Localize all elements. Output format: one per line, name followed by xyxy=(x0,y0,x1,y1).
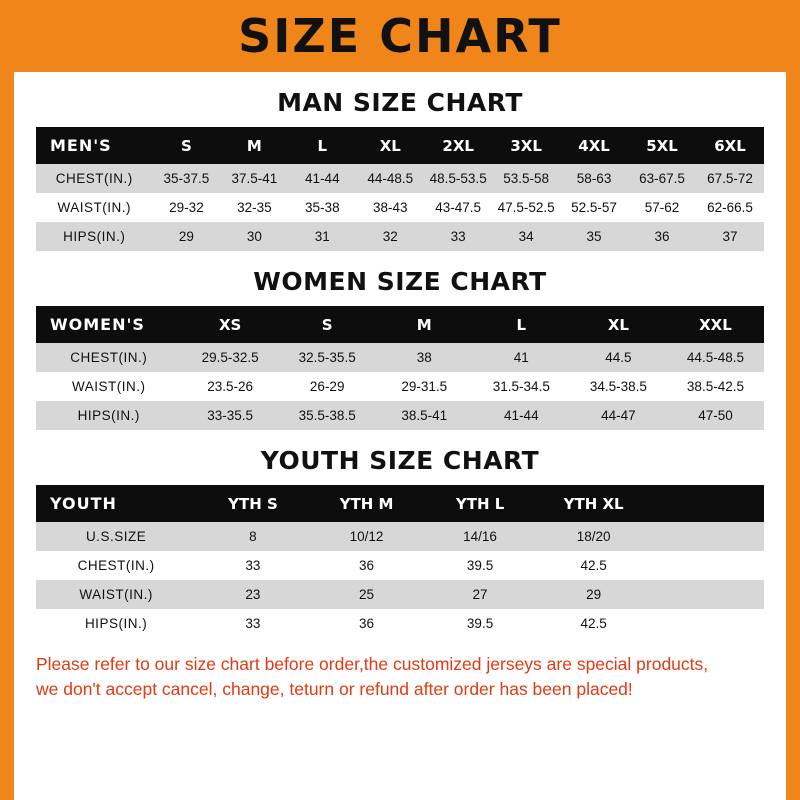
table-cell: 35-38 xyxy=(288,193,356,222)
table-row xyxy=(36,551,764,580)
column-header: YTH S xyxy=(196,485,310,522)
table-cell: 18/20 xyxy=(537,522,651,551)
table-cell: 44.5 xyxy=(570,343,667,372)
table-cell: 29 xyxy=(537,580,651,609)
column-header: YTH XL xyxy=(537,485,651,522)
column-header: 3XL xyxy=(492,127,560,164)
table-cell: 31.5-34.5 xyxy=(473,372,570,401)
column-header: S xyxy=(279,306,376,343)
table-cell: 58-63 xyxy=(560,164,628,193)
row-label: U.S.SIZE xyxy=(36,522,196,551)
table-cell: 44.5-48.5 xyxy=(667,343,764,372)
table-cell: 41 xyxy=(473,343,570,372)
column-header: 4XL xyxy=(560,127,628,164)
column-header: M xyxy=(376,306,473,343)
table-cell: 53.5-58 xyxy=(492,164,560,193)
column-header: YOUTH xyxy=(36,485,196,522)
table-cell: 57-62 xyxy=(628,193,696,222)
table-cell: 41-44 xyxy=(288,164,356,193)
table-row xyxy=(36,193,764,222)
table-cell: 44-48.5 xyxy=(356,164,424,193)
table-cell: 47.5-52.5 xyxy=(492,193,560,222)
man-section-title: MAN SIZE CHART xyxy=(277,88,523,117)
column-header: XXL xyxy=(667,306,764,343)
row-label: CHEST(IN.) xyxy=(36,551,196,580)
table-row xyxy=(36,372,764,401)
column-header: 6XL xyxy=(696,127,764,164)
column-header: 5XL xyxy=(628,127,696,164)
table-row xyxy=(36,222,764,251)
table-cell: 35 xyxy=(560,222,628,251)
banner xyxy=(0,0,800,72)
table-cell: 36 xyxy=(628,222,696,251)
table-cell: 39.5 xyxy=(423,609,537,638)
table-cell: 37 xyxy=(696,222,764,251)
column-header: WOMEN'S xyxy=(36,306,182,343)
table-cell: 38.5-42.5 xyxy=(667,372,764,401)
youth-size-chart-table xyxy=(36,485,764,638)
women-size-chart-table xyxy=(36,306,764,430)
table-cell: 42.5 xyxy=(537,551,651,580)
column-header: L xyxy=(473,306,570,343)
table-cell: 32-35 xyxy=(220,193,288,222)
table-cell: 34 xyxy=(492,222,560,251)
table-cell xyxy=(650,551,764,580)
table-header-row xyxy=(36,485,764,522)
table-cell: 34.5-38.5 xyxy=(570,372,667,401)
column-header: YTH M xyxy=(310,485,424,522)
column-header: 2XL xyxy=(424,127,492,164)
youth-section-title: YOUTH SIZE CHART xyxy=(260,446,540,475)
row-label: CHEST(IN.) xyxy=(36,343,182,372)
column-header: L xyxy=(288,127,356,164)
table-row xyxy=(36,522,764,551)
table-cell xyxy=(650,609,764,638)
table-cell: 62-66.5 xyxy=(696,193,764,222)
table-cell: 33 xyxy=(424,222,492,251)
table-cell: 26-29 xyxy=(279,372,376,401)
man-size-chart-table xyxy=(36,127,764,251)
column-header: XL xyxy=(356,127,424,164)
column-header: MEN'S xyxy=(36,127,152,164)
table-cell: 38-43 xyxy=(356,193,424,222)
table-cell: 33 xyxy=(196,609,310,638)
table-cell: 29.5-32.5 xyxy=(182,343,279,372)
table-cell: 29 xyxy=(152,222,220,251)
table-cell: 36 xyxy=(310,551,424,580)
table-cell: 35-37.5 xyxy=(152,164,220,193)
table-cell: 47-50 xyxy=(667,401,764,430)
page-title: SIZE CHART xyxy=(238,9,562,63)
row-label: HIPS(IN.) xyxy=(36,401,182,430)
table-cell: 10/12 xyxy=(310,522,424,551)
table-cell: 27 xyxy=(423,580,537,609)
table-cell: 14/16 xyxy=(423,522,537,551)
table-cell: 37.5-41 xyxy=(220,164,288,193)
notice-line-1: Please refer to our size chart before order,the customized jerseys are special products, xyxy=(36,654,709,674)
column-header: XS xyxy=(182,306,279,343)
table-cell: 42.5 xyxy=(537,609,651,638)
row-label: WAIST(IN.) xyxy=(36,580,196,609)
table-header-row xyxy=(36,306,764,343)
column-header: M xyxy=(220,127,288,164)
table-cell: 33-35.5 xyxy=(182,401,279,430)
row-label: HIPS(IN.) xyxy=(36,222,152,251)
table-cell: 32 xyxy=(356,222,424,251)
table-cell: 38.5-41 xyxy=(376,401,473,430)
notice xyxy=(36,652,764,703)
table-row xyxy=(36,580,764,609)
table-cell: 23 xyxy=(196,580,310,609)
column-header: XL xyxy=(570,306,667,343)
table-cell: 63-67.5 xyxy=(628,164,696,193)
table-header-row xyxy=(36,127,764,164)
table-row xyxy=(36,164,764,193)
table-cell: 38 xyxy=(376,343,473,372)
table-cell: 29-32 xyxy=(152,193,220,222)
table-cell: 25 xyxy=(310,580,424,609)
table-cell: 33 xyxy=(196,551,310,580)
column-header: S xyxy=(152,127,220,164)
women-section-title: WOMEN SIZE CHART xyxy=(253,267,547,296)
notice-line-2: we don't accept cancel, change, teturn or refund after order has been placed! xyxy=(36,679,633,700)
content xyxy=(14,88,786,638)
table-cell: 48.5-53.5 xyxy=(424,164,492,193)
row-label: WAIST(IN.) xyxy=(36,193,152,222)
table-cell: 44-47 xyxy=(570,401,667,430)
column-header: YTH L xyxy=(423,485,537,522)
table-cell: 8 xyxy=(196,522,310,551)
table-cell: 29-31.5 xyxy=(376,372,473,401)
row-label: CHEST(IN.) xyxy=(36,164,152,193)
table-cell: 31 xyxy=(288,222,356,251)
table-row xyxy=(36,609,764,638)
table-row xyxy=(36,343,764,372)
column-header xyxy=(650,485,764,522)
table-cell: 32.5-35.5 xyxy=(279,343,376,372)
row-label: HIPS(IN.) xyxy=(36,609,196,638)
table-cell: 43-47.5 xyxy=(424,193,492,222)
table-cell: 23.5-26 xyxy=(182,372,279,401)
table-row xyxy=(36,401,764,430)
table-cell xyxy=(650,580,764,609)
row-label: WAIST(IN.) xyxy=(36,372,182,401)
table-cell: 30 xyxy=(220,222,288,251)
table-cell: 36 xyxy=(310,609,424,638)
table-cell: 35.5-38.5 xyxy=(279,401,376,430)
table-cell: 52.5-57 xyxy=(560,193,628,222)
table-cell: 67.5-72 xyxy=(696,164,764,193)
table-cell: 41-44 xyxy=(473,401,570,430)
table-cell xyxy=(650,522,764,551)
table-cell: 39.5 xyxy=(423,551,537,580)
